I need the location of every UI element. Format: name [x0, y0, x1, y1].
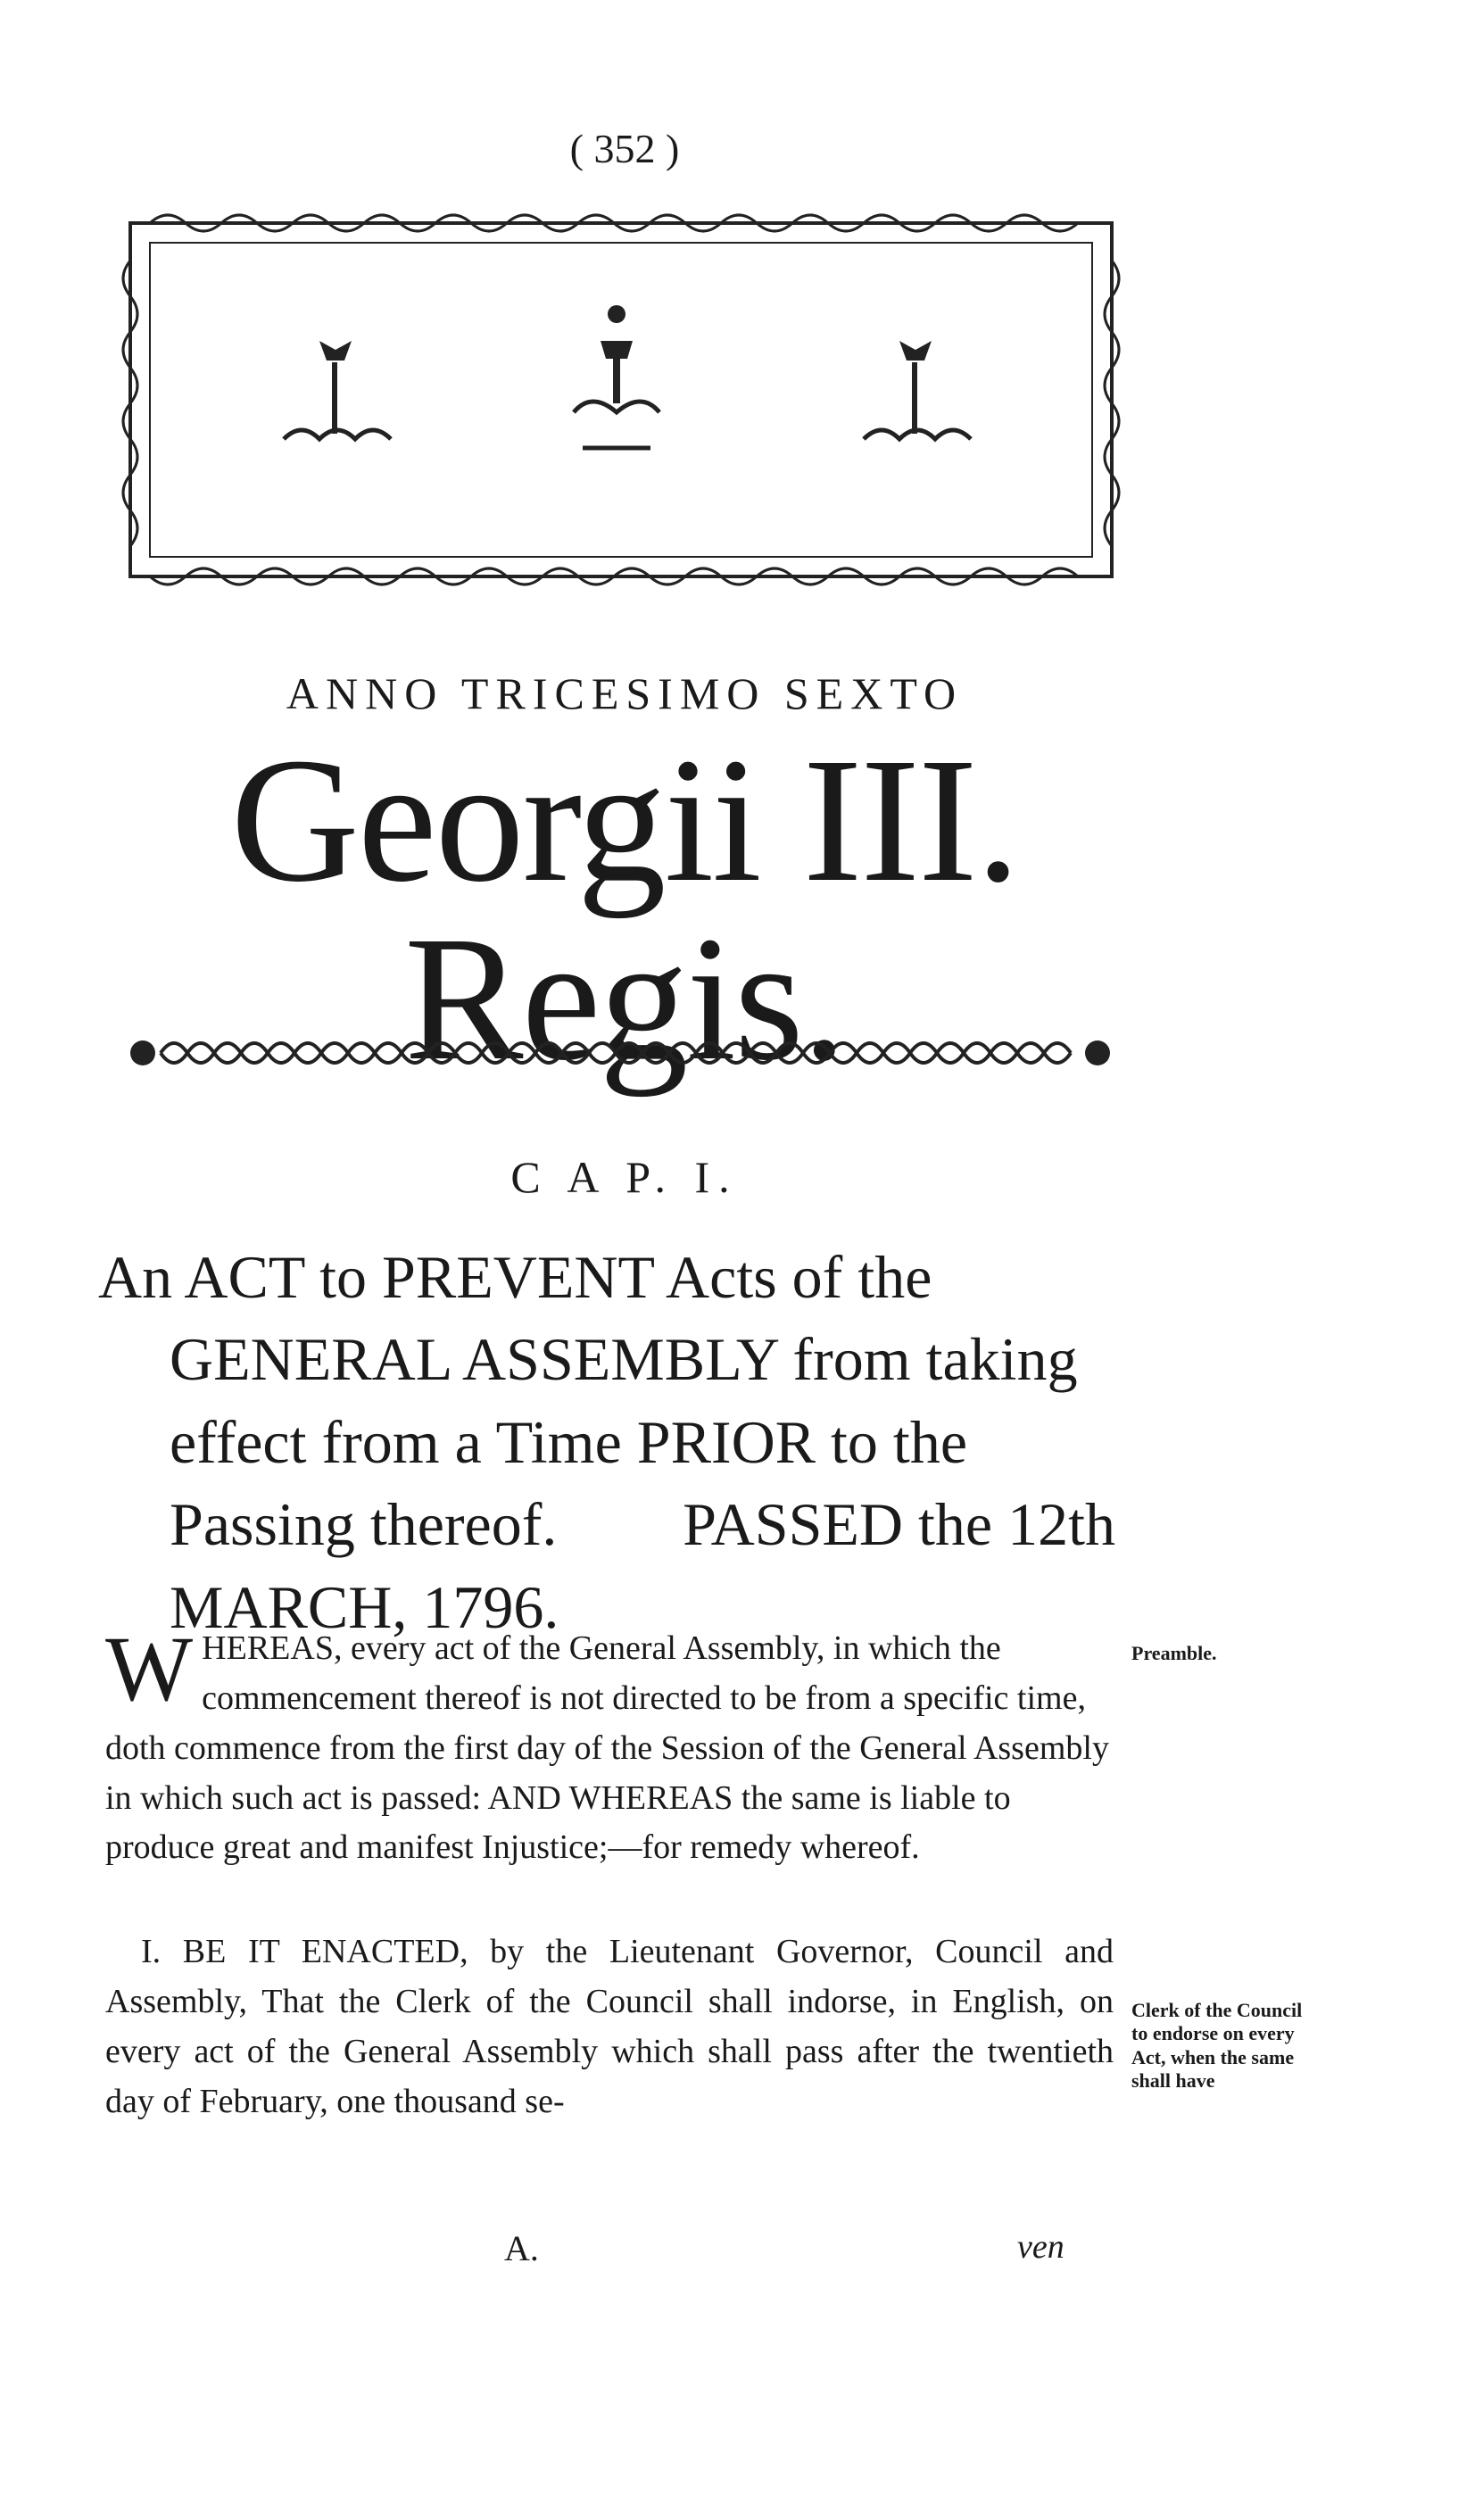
ornamental-divider [125, 1026, 1115, 1080]
ornamental-header-frame [114, 207, 1128, 593]
act-title-line-part: Passing thereof. [170, 1490, 558, 1559]
act-title-line: effect from a Time PRIOR to the [170, 1407, 967, 1476]
drop-cap: W [105, 1618, 194, 1720]
catchword: ven [1017, 2228, 1065, 2266]
act-title-line: An ACT to PREVENT Acts of the [98, 1243, 932, 1311]
cap-heading: C A P. I. [510, 1152, 739, 1202]
act-title-line-part: PASSED the 12th [683, 1490, 1115, 1559]
divider-ornament-icon [125, 1026, 1115, 1080]
anno-heading: ANNO TRICESIMO SEXTO [286, 668, 964, 718]
preamble-text: HEREAS, every act of the General Assembly, in which the commencement thereof is not directed to be from a specific time, doth commence from the first day of the Session of the General Assembly in which such act is passed: AND WHEREAS the same is liable to produce great and manifest Injustice;—for remedy whereof. [105, 1629, 1109, 1867]
act-title-line: MARCH, 1796. [170, 1572, 559, 1641]
signature-mark: A. [504, 2228, 539, 2268]
act-title [98, 1236, 1115, 1648]
margin-note-preamble: Preamble. [1131, 1642, 1217, 1664]
section-one-paragraph: I. BE IT ENACTED, by the Lieutenant Governor, Council and Assembly, That the Clerk of the Council shall indorse, in English, on every act of the General Assembly which shall pass after the twentieth day of February, one thousand se- [105, 1933, 1114, 2120]
regis-title: Georgii III. Regis. [230, 722, 1019, 1098]
margin-note-clerk: Clerk of the Council to endorse on every Act, when the same shall have [1131, 1999, 1303, 2093]
act-title-line [98, 1483, 1115, 1565]
page-number: ( 352 ) [569, 126, 680, 171]
preamble-paragraph [105, 1618, 1114, 1873]
act-title-line: GENERAL ASSEMBLY from taking [170, 1325, 1078, 1394]
ornament-border-icon [114, 207, 1128, 593]
